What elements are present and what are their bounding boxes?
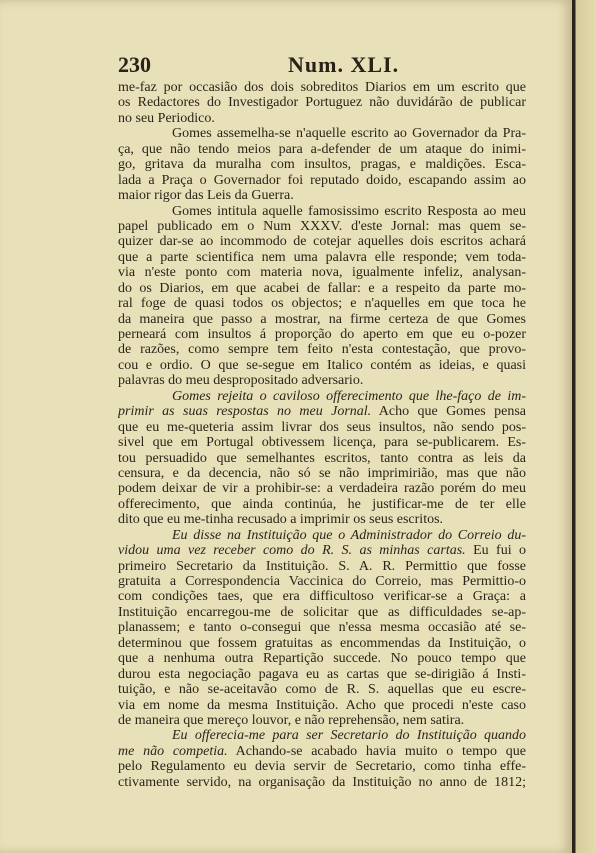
text-line: Gomes intitula aquelle famosissimo escrito Resposta ao meu: [172, 203, 526, 219]
text-line: Eu disse na Instituição que o Administrador do Correio du-: [172, 527, 526, 543]
text-line: me-faz por occasião dos dois sobreditos Diarios em um escrito que: [118, 80, 526, 95]
page-number: 230: [118, 52, 151, 77]
italic-segment: vidou uma vez receber como do R. S. as minhas cartas.: [118, 543, 466, 559]
italic-segment: primir as suas respostas no meu Jornal.: [118, 404, 372, 420]
roman-segment: Eu fui o: [465, 543, 526, 559]
text-line: tou persuadido que semelhantes escritos, tanto contra as leis da: [118, 450, 526, 466]
text-line: durou esta negociação pagava eu as cartas que se-dirigião á Insti-: [118, 666, 526, 682]
next-page-edge: [572, 0, 596, 853]
text-line: do os Diarios, em que acabei de fallar: e a respeito da parte mo-: [118, 280, 526, 296]
text-line: lada a Praça o Governador foi reputado doido, escapando assim ao: [118, 172, 526, 188]
text-line: [118, 543, 526, 558]
text-line: sivel que em Portugal obtivessem licença, para se-publicarem. Es-: [118, 435, 526, 451]
text-line: ça, que não tendo meios para a-defender de um ataque do inimi-: [118, 141, 526, 157]
running-head: Num. XLI.: [288, 52, 400, 77]
text-line: via n'este ponto com materia nova, igualmente infeliz, analysan-: [118, 265, 526, 281]
text-line: que a nenhuma outra Repartição succede. No pouco tempo que: [118, 651, 526, 667]
text-line: da maneira que passo a mostrar, na firme certeza de que Gomes: [118, 311, 526, 327]
text-line: palavras do meu despropositado adversario.: [118, 373, 364, 389]
text-line: ctivamente servido, na organisação da Instituição no anno de 1812;: [118, 774, 526, 790]
text-line: primeiro Secretario da Instituição. S. A. R. Permittio que fosse: [118, 558, 526, 574]
text-line: os Redactores do Investigador Portuguez não duvidárão de publicar: [118, 95, 526, 111]
text-line: Eu offerecia-me para ser Secretario do Instituição quando: [172, 728, 526, 744]
text-line: censura, e da decencia, não só se não imprimirião, mas que não: [118, 465, 526, 481]
text-line: Gomes assemelha-se n'aquelle escrito ao Governador da Pra-: [172, 126, 526, 142]
page-header: [0, 52, 572, 82]
roman-segment: Achando-se acabado havia muito o tempo que: [227, 743, 526, 759]
text-line: no seu Periodico.: [118, 110, 215, 126]
text-line: Gomes rejeita o caviloso offerecimento que lhe-faço de im-: [172, 388, 526, 404]
text-line: dito que eu me-tinha recusado a imprimir os seus escritos.: [118, 512, 444, 528]
text-line: go, gritava da muralha com insultos, pragas, e maldições. Esca-: [118, 157, 526, 173]
body-text: [118, 80, 526, 790]
text-line: maior rigor das Leis da Guerra.: [118, 188, 294, 204]
italic-segment: me não competia.: [118, 743, 228, 759]
text-line: ral foge de quasi todos os objectos; e n'aquelles em que toca he: [118, 296, 526, 312]
text-line: cou e ordio. O que se-segue em Italico contém as ideias, e quasi: [118, 357, 526, 373]
text-line: perneará com insultos á proporção do aperto em que eu o-pozer: [118, 327, 526, 342]
text-line: de razões, como sempre tem feito n'esta contestação, que provo-: [118, 342, 526, 358]
text-line: de maneira que mereço louvor, e não reprehensão, nem satira.: [118, 712, 465, 728]
text-line: tuição, e não se-aceitavão como de R. S. aquellas que eu escre-: [118, 682, 526, 698]
text-line: determinou que fossem gratuitas as encommendas da Instituição, o: [118, 635, 526, 651]
roman-segment: Acho que Gomes pensa: [371, 404, 526, 420]
text-line: offerecimento, que ainda continúa, he justificar-me de ter elle: [118, 496, 526, 512]
text-line: [118, 744, 526, 759]
text-line: via em nome da mesma Instituição. Acho que procedi n'este caso: [118, 697, 526, 713]
text-line: podem deixar de vir a prohibir-se: a verdadeira razão porém do meu: [118, 481, 526, 497]
text-line: planassem; e tanto o-consegui que n'essa mesma occasião até se-: [118, 620, 526, 636]
text-line: Instituição encarregou-me de solicitar que as difficuldades se-ap-: [118, 604, 526, 620]
text-line: pelo Regulamento eu devia servir de Secretario, como tinha effe-: [118, 759, 526, 775]
text-line: que eu me-queteria assim livrar dos seus insultos, não sendo pos-: [118, 419, 526, 435]
text-line: papel publicado em o Num XXXV. d'este Jornal: mas quem se-: [118, 218, 526, 234]
text-line: [118, 404, 526, 419]
text-line: que a parte scientifica nem uma palavra elle responde; vem toda-: [118, 249, 526, 265]
text-line: com condições taes, que era difficultoso verificar-se a Graça: a: [118, 589, 526, 605]
text-line: quizer dar-se ao incommodo de cotejar aquelles dois escritos achará: [118, 234, 526, 250]
text-line: gratuita a Correspondencia Vaccinica do Correio, mas Permittio-o: [118, 574, 526, 589]
